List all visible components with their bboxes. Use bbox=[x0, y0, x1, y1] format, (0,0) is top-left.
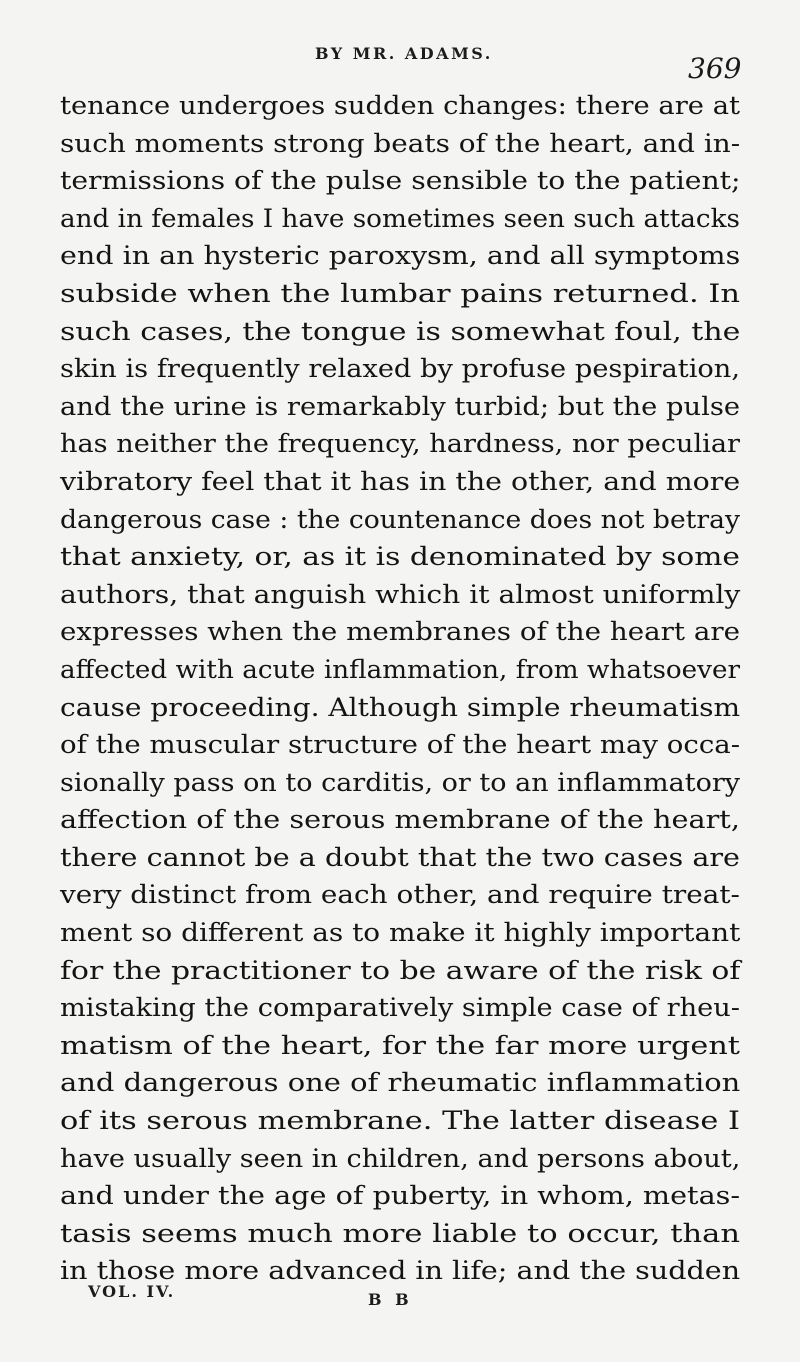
text-line: and under the age of puberty, in whom, metas- bbox=[60, 1181, 741, 1212]
text-line: end in an hysteric paroxysm, and all symptoms bbox=[60, 241, 741, 272]
text-line: has neither the frequency, hardness, nor peculiar bbox=[60, 429, 741, 460]
text-line: for the practitioner to be aware of the risk of bbox=[60, 955, 741, 986]
text-line: have usually seen in children, and persons about, bbox=[60, 1143, 741, 1174]
text-line: affection of the serous membrane of the heart, bbox=[60, 805, 740, 836]
text-line: very distinct from each other, and require treat- bbox=[60, 880, 740, 911]
text-line: of the muscular structure of the heart may occa- bbox=[60, 730, 741, 761]
text-line: such moments strong beats of the heart, and in- bbox=[60, 128, 741, 159]
text-line: such cases, the tongue is somewhat foul, the bbox=[60, 316, 741, 347]
text-line: subside when the lumbar pains returned. In bbox=[60, 278, 741, 309]
text-line: vibratory feel that it has in the other, and more bbox=[60, 466, 741, 497]
page-number: 369 bbox=[688, 52, 742, 85]
body-text bbox=[60, 88, 740, 1291]
text-line: expresses when the membranes of the heart are bbox=[60, 617, 741, 648]
volume-signature: VOL. IV. bbox=[88, 1282, 176, 1301]
text-line: ment so different as to make it highly important bbox=[60, 918, 741, 949]
text-line: and the urine is remarkably turbid; but the pulse bbox=[60, 391, 741, 422]
text-line: of its serous membrane. The latter disease I bbox=[60, 1106, 741, 1137]
text-line: termissions of the pulse sensible to the patient; bbox=[60, 166, 741, 197]
text-line: in those more advanced in life; and the sudden bbox=[60, 1256, 741, 1287]
text-line: tasis seems much more liable to occur, than bbox=[60, 1218, 741, 1249]
text-line: affected with acute inflammation, from whatsoever bbox=[60, 654, 741, 685]
running-head: BY MR. ADAMS. bbox=[315, 44, 493, 63]
text-line: and dangerous one of rheumatic inflammation bbox=[60, 1068, 741, 1099]
text-line: cause proceeding. Although simple rheumatism bbox=[60, 692, 741, 723]
text-line: that anxiety, or, as it is denominated by some bbox=[60, 542, 741, 573]
text-line: skin is frequently relaxed by profuse pespiration, bbox=[60, 354, 740, 385]
text-line: matism of the heart, for the far more urgent bbox=[60, 1030, 740, 1061]
text-line: and in females I have sometimes seen such attacks bbox=[60, 203, 740, 234]
text-line: there cannot be a doubt that the two cases are bbox=[60, 842, 740, 873]
text-line: authors, that anguish which it almost uniformly bbox=[60, 579, 741, 610]
text-line: dangerous case : the countenance does not betray bbox=[60, 504, 740, 535]
text-line: tenance undergoes sudden changes: there are at bbox=[60, 91, 741, 121]
sheet-mark: B B bbox=[368, 1290, 413, 1309]
text-line: mistaking the comparatively simple case of rheu- bbox=[60, 993, 741, 1024]
text-line: sionally pass on to carditis, or to an inflammatory bbox=[60, 767, 741, 798]
